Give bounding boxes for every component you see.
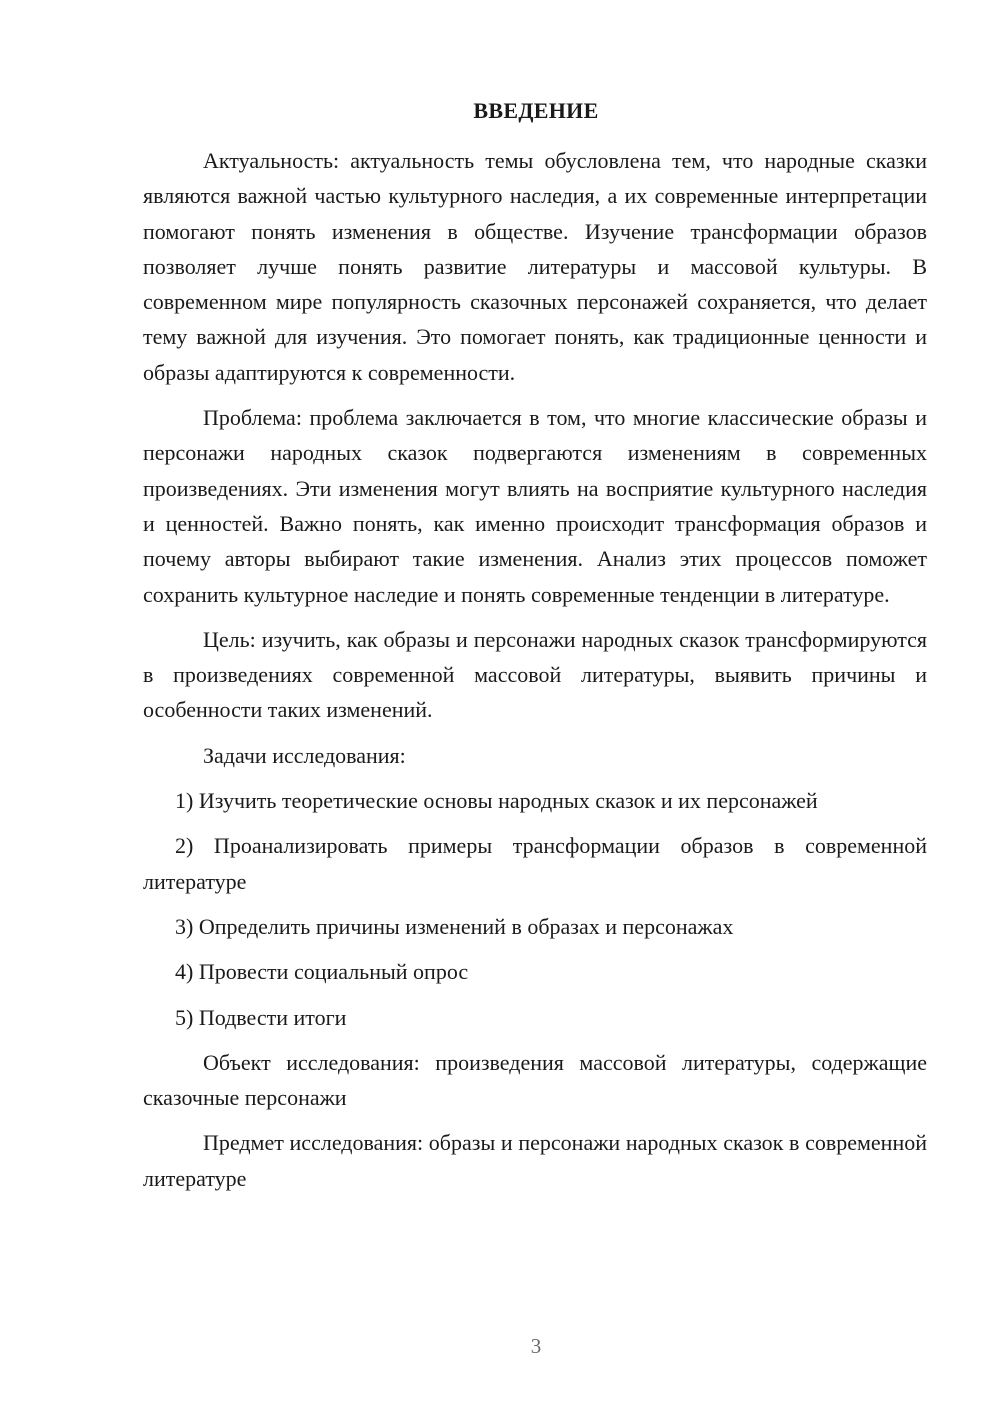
page-number: 3 xyxy=(530,1334,542,1358)
document-body xyxy=(143,143,927,1196)
task-item: 5) Подвести итоги xyxy=(175,1004,347,1030)
paragraph-object: Объект исследования: произведения массовой литературы, содержащие сказочные персонажи xyxy=(143,1049,927,1111)
task-item: 2) Проанализировать примеры трансформации образов в современной литературе xyxy=(143,833,927,894)
paragraph-relevance: Актуальность: актуальность темы обусловлена тем, что народные сказки являются важной частью культурного наследия, а их современные интерпретации помогают понять изменения в обществе. Изучение трансформации образов позволяет лучше понять развитие литературы и массовой культуры. В современном мире популярность сказочных персонажей сохраняется, что делает тему важной для изучения. Это помогает понять, как традиционные ценности и образы адаптируются к современности. xyxy=(143,148,927,385)
page-title: ВВЕДЕНИЕ xyxy=(473,98,599,123)
paragraph-subject: Предмет исследования: образы и персонажи народных сказок в современной литературе xyxy=(143,1130,927,1191)
paragraph-tasks-heading: Задачи исследования: xyxy=(203,742,406,768)
task-item: 3) Определить причины изменений в образах и персонажах xyxy=(175,913,734,939)
task-item: 4) Провести социальный опрос xyxy=(175,959,469,985)
paragraph-problem: Проблема: проблема заключается в том, что многие классические образы и персонажи народных сказок подвергаются изменениям в современных произведениях. Эти изменения могут влиять на восприятие культурного наследия и ценностей. Важно понять, как именно происходит трансформация образов и почему авторы выбирают такие изменения. Анализ этих процессов поможет сохранить культурное наследие и понять современные тенденции в литературе. xyxy=(143,405,927,607)
task-item: 1) Изучить теоретические основы народных сказок и их персонажей xyxy=(175,788,818,814)
paragraph-goal: Цель: изучить, как образы и персонажи народных сказок трансформируются в произведениях современной массовой литературы, выявить причины и особенности таких изменений. xyxy=(143,626,927,723)
